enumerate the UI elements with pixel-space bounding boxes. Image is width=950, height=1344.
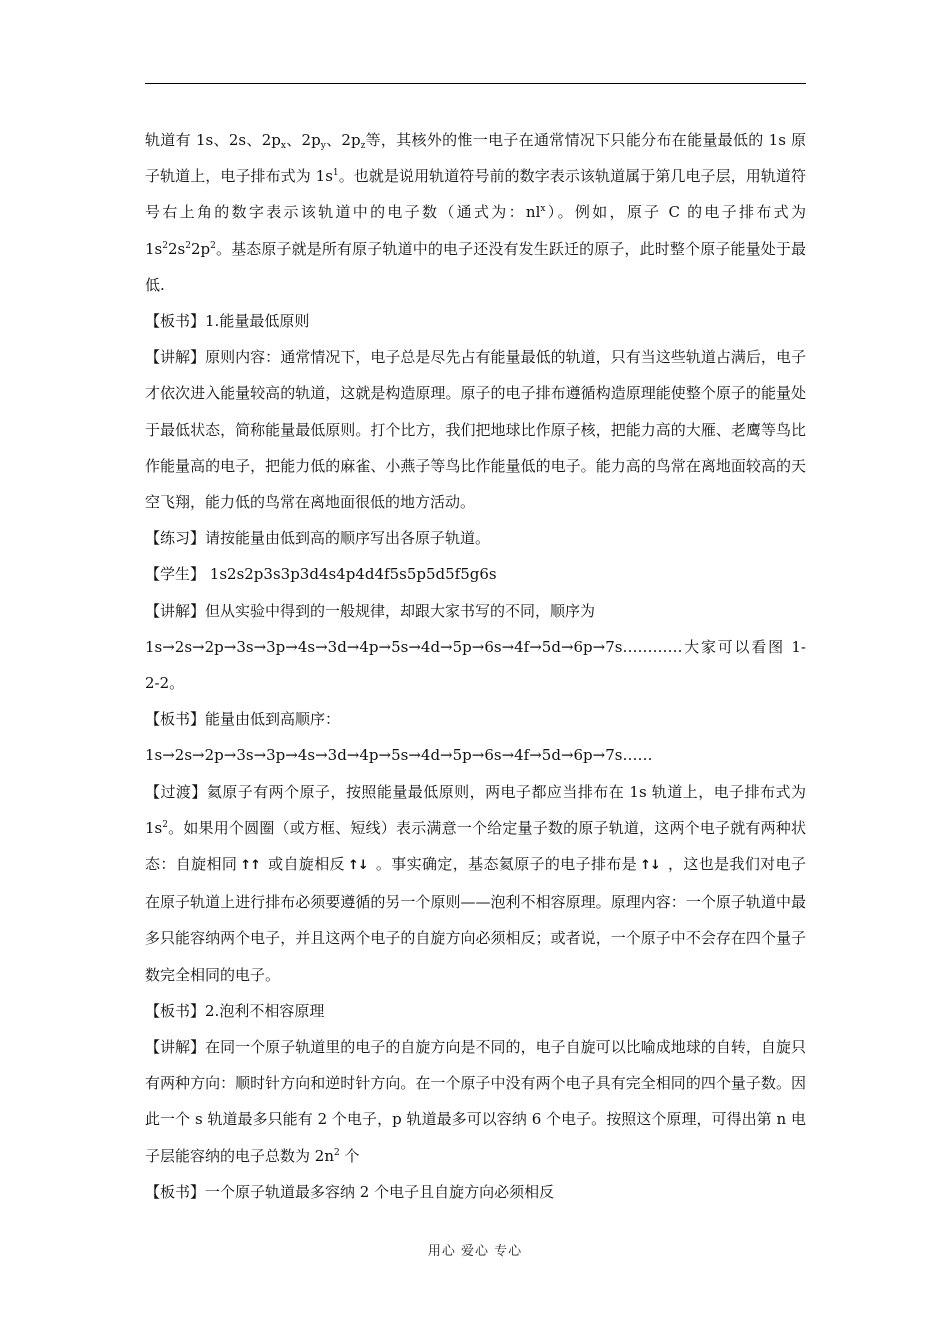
text: 一个原子轨道最多容纳 2 个电子且自旋方向必须相反 (205, 1182, 555, 1201)
page-footer: 用心 爱心 专心 (427, 1244, 523, 1259)
subscript: z (360, 141, 366, 151)
section-tag: 【学生】 (145, 565, 206, 584)
text: ，这也是我们对电子在原子轨道上进行排布必须要遵循的另一个原则——泡利不相容原理。原理内容：一个原子轨道中最多只能容纳两个电子，并且这两个电子的自旋方向必须相反；或者说，一个原子中不会存在四个量子数完全相同的电子。 (145, 855, 806, 984)
board-note-order (145, 701, 806, 737)
spin-parallel-icon: ↑↑ (240, 858, 260, 874)
section-tag: 【讲解】 (145, 348, 206, 367)
text: 2p (190, 239, 211, 258)
text: 能量由低到高顺序： (205, 710, 341, 729)
text: 在同一个原子轨道里的电子的自旋方向是不同的，电子自旋可以比喻成地球的自转，自旋只有两种方向：顺时针方向和逆时针方向。在一个原子中没有两个电子具有完全相同的四个量子数。因此一个 s 轨道最多只能有 2 个电子，p 轨道最多可以容纳 6 个电子。按照这个原理，可得出第 n 电子层能容纳的电子总数为 2n (145, 1038, 806, 1165)
text: 个 (339, 1146, 360, 1165)
explanation-pauli (145, 1029, 806, 1174)
orbital-sequence-2 (145, 737, 806, 773)
document-body (145, 122, 806, 1210)
explanation-order (145, 593, 806, 629)
text: 、2p (325, 131, 361, 149)
text: 。事实确定，基态氦原子的电子排布是 (370, 855, 638, 874)
orbital-sequence-1 (145, 629, 806, 701)
paragraph-orbitals (145, 122, 806, 303)
section-tag: 【板书】 (145, 710, 206, 729)
subscript: y (320, 141, 326, 151)
section-tag: 【过渡】 (145, 782, 207, 801)
board-note-2 (145, 993, 806, 1029)
superscript: 2 (333, 1147, 340, 1158)
text: 1s2s2p3s3p3d4s4p4d4f5s5p5d5f5g6s (205, 565, 497, 584)
board-note-3 (145, 1174, 806, 1210)
superscript: 2 (162, 240, 168, 251)
section-tag: 【练习】 (145, 529, 206, 548)
text: 氦原子有两个原子，按照能量最低原则，两电子都应当排布在 1s 轨道上，电子排布式为 1s (145, 782, 806, 837)
text: 。基态原子就是所有原子轨道中的电子还没有发生跃迁的原子，此时整个原子能量处于最低. (145, 239, 806, 294)
explanation-lowest-energy (145, 339, 806, 520)
text: 1s→2s→2p→3s→3p→4s→3d→4p→5s→4d→5p→6s→4f→5d→6p→7s…………大家可以看图 1-2-2。 (145, 637, 806, 693)
board-note-1 (145, 303, 806, 339)
superscript: 2 (185, 240, 191, 251)
superscript: 2 (210, 240, 216, 251)
superscript: x (540, 204, 546, 215)
header-rule (145, 83, 806, 84)
text: ）。例如，原子 C 的电子排布式为 1s (145, 203, 806, 258)
subscript: x (280, 141, 286, 151)
section-tag: 【讲解】 (145, 601, 206, 620)
spin-antiparallel-icon: ↑↓ (640, 858, 660, 874)
text: 轨道有 1s、2s、2p (145, 131, 281, 149)
text: 2.泡利不相容原理 (205, 1001, 325, 1020)
text: 但从实验中得到的一般规律，却跟大家书写的不同，顺序为 (205, 601, 596, 620)
student-answer (145, 556, 806, 592)
section-tag: 【板书】 (145, 1182, 206, 1201)
superscript: 2 (162, 819, 168, 830)
section-tag: 【板书】 (145, 1001, 206, 1020)
superscript: 1 (332, 168, 339, 179)
text: 2s (167, 239, 186, 258)
text: 等，其核外的惟一电子在通常情况下只能分布在能量最低的 1s 原子轨道上，电子排布式为 1s (145, 131, 806, 186)
section-tag: 【板书】 (145, 312, 206, 331)
transition-helium (145, 774, 806, 993)
section-tag: 【讲解】 (145, 1038, 206, 1057)
text: 1.能量最低原则 (205, 312, 310, 331)
text: 。如果用个圆圈（或方框、短线）表示满意一个给定量子数的原子轨道，这两个电子就有两种状态：自旋相同 (145, 818, 806, 874)
text: 请按能量由低到高的顺序写出各原子轨道。 (205, 529, 491, 548)
text: 或自旋相反 (263, 855, 345, 874)
exercise (145, 520, 806, 556)
spin-antiparallel-icon: ↑↓ (347, 858, 368, 874)
text: 、2p (285, 131, 321, 149)
text: 1s→2s→2p→3s→3p→4s→3d→4p→5s→4d→5p→6s→4f→5d→6p→7s…… (145, 746, 653, 765)
text: 。也就是说用轨道符号前的数字表示该轨道属于第几电子层，用轨道符号右上角的数字表示该轨道中的电子数（通式为：nl (145, 167, 806, 222)
text: 原则内容：通常情况下，电子总是尽先占有能量最低的轨道，只有当这些轨道占满后，电子才依次进入能量较高的轨道，这就是构造原理。原子的电子排布遵循构造原理能使整个原子的能量处于最低状态，简称能量最低原则。打个比方，我们把地球比作原子核，把能力高的大雁、老鹰等鸟比作能量高的电子，把能力低的麻雀、小燕子等鸟比作能量低的电子。能力高的鸟常在离地面较高的天空飞翔，能力低的鸟常在离地面很低的地方活动。 (145, 348, 806, 512)
